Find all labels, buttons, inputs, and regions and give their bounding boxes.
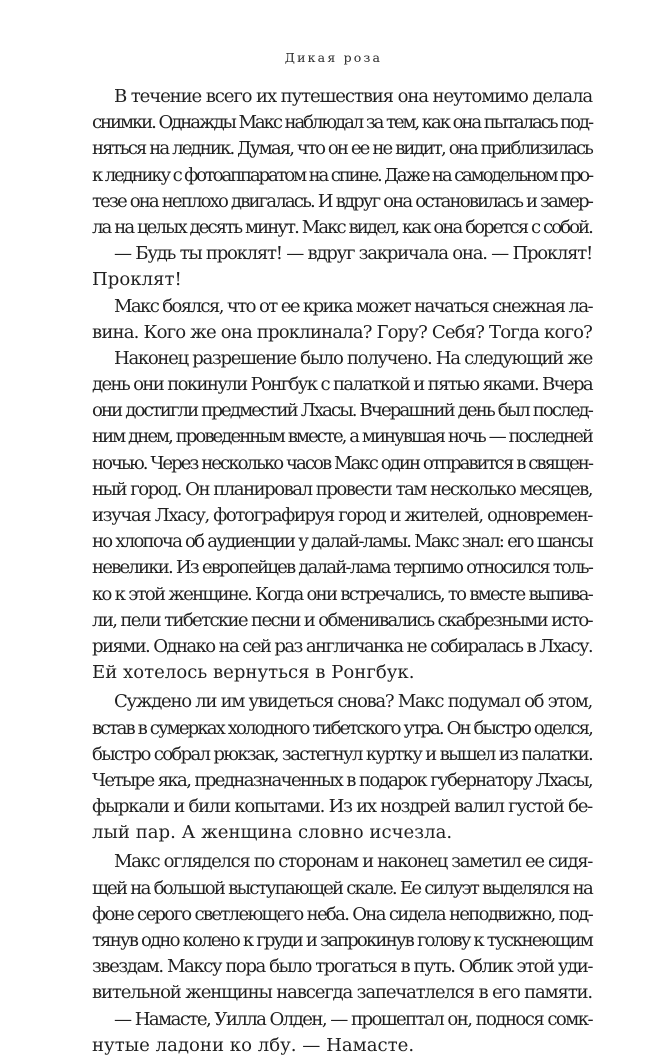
text-line: звездам. Максу пора было трогаться в путь. Облик этой уди- xyxy=(92,956,592,978)
text-line: к леднику с фотоаппаратом на спине. Даже на самодельном про- xyxy=(92,164,592,186)
text-line: щей на большой выступающей скале. Ее силуэт выделялся на xyxy=(92,877,592,899)
text-line: ночью. Через несколько часов Макс один отправится в священ- xyxy=(92,452,592,474)
text-line: В течение всего их путешествия она неутомимо делала xyxy=(114,86,592,107)
text-line: риями. Однако на сей раз англичанка не собиралась в Лхасу. xyxy=(92,635,592,657)
text-line: тянув одно колено к груди и запрокинув голову к тускнеющим xyxy=(92,930,592,951)
text-line: Наконец разрешение было получено. На следующий же xyxy=(114,347,592,369)
text-line: ним днем, проведенным вместе, а минувшая ночь — последней xyxy=(92,426,592,448)
paragraph xyxy=(92,346,592,686)
text-line: ко к этой женщине. Когда они встречались, то вместе выпива- xyxy=(92,583,592,605)
paragraph xyxy=(92,1007,592,1059)
text-line: лый пар. А женщина словно исчезла. xyxy=(92,822,453,844)
paragraph xyxy=(92,294,592,346)
text-line: вина. Кого же она проклинала? Гору? Себя? Тогда кого? xyxy=(92,321,592,343)
text-line: они достигли предместий Лхасы. Вчерашний день был послед- xyxy=(92,400,592,422)
text-line: ный город. Он планировал провести там несколько месяцев, xyxy=(92,478,592,500)
paragraph xyxy=(92,84,592,241)
text-line: ла на целых десять минут. Макс видел, как она борется с собой. xyxy=(92,216,592,238)
text-line: фыркали и били копытами. Из их ноздрей валил густой бе- xyxy=(92,796,592,818)
text-line: Макс огляделся по сторонам и наконец заметил ее сидя- xyxy=(114,851,592,873)
text-line: Макс боялся, что от ее крика может начаться снежная ла- xyxy=(114,295,592,317)
text-line: Проклят! xyxy=(92,269,182,291)
text-line: день они покинули Ронгбук с палаткой и пятью яками. Вчера xyxy=(92,374,592,396)
body-text xyxy=(92,84,592,1059)
text-line: снимки. Однажды Макс наблюдал за тем, как она пыталась под- xyxy=(92,112,592,134)
text-line: няться на ледник. Думая, что он ее не видит, она приблизилась xyxy=(92,138,592,160)
text-line: вительной женщины навсегда запечатлелся в его памяти. xyxy=(92,982,592,1004)
text-line: — Будь ты проклят! — вдруг закричала она. — Проклят! xyxy=(114,243,592,265)
text-line: тезе она неплохо двигалась. И вдруг она остановилась и замер- xyxy=(92,190,592,212)
text-line: — Намасте, Уилла Олден, — прошептал он, поднося сомк- xyxy=(114,1008,592,1030)
paragraph xyxy=(92,241,592,293)
text-line: Четыре яка, предназначенных в подарок губернатору Лхасы, xyxy=(92,769,592,791)
text-line: встав в сумерках холодного тибетского утра. Он быстро оделся, xyxy=(92,717,592,739)
text-line: Суждено ли им увидеться снова? Макс подумал об этом, xyxy=(114,691,592,713)
text-line: но хлопоча об аудиенции у далай-ламы. Макс знал: его шансы xyxy=(92,531,592,553)
text-line: фоне серого светлеющего неба. Она сидела неподвижно, под- xyxy=(92,903,592,925)
text-line: изучая Лхасу, фотографируя город и жителей, одновремен- xyxy=(92,505,592,526)
text-line: ли, пели тибетские песни и обменивались скабрезными исто- xyxy=(92,609,592,631)
text-line: нутые ладони ко лбу. — Намасте. xyxy=(92,1034,415,1056)
text-line: Ей хотелось вернуться в Ронгбук. xyxy=(92,662,415,684)
paragraph xyxy=(92,689,592,846)
text-line: невелики. Из европейцев далай-лама терпимо относился толь- xyxy=(92,557,592,579)
paragraph xyxy=(92,849,592,1006)
text-line: быстро собрал рюкзак, застегнул куртку и вышел из палатки. xyxy=(92,743,592,765)
running-header: Дикая роза xyxy=(284,50,383,65)
